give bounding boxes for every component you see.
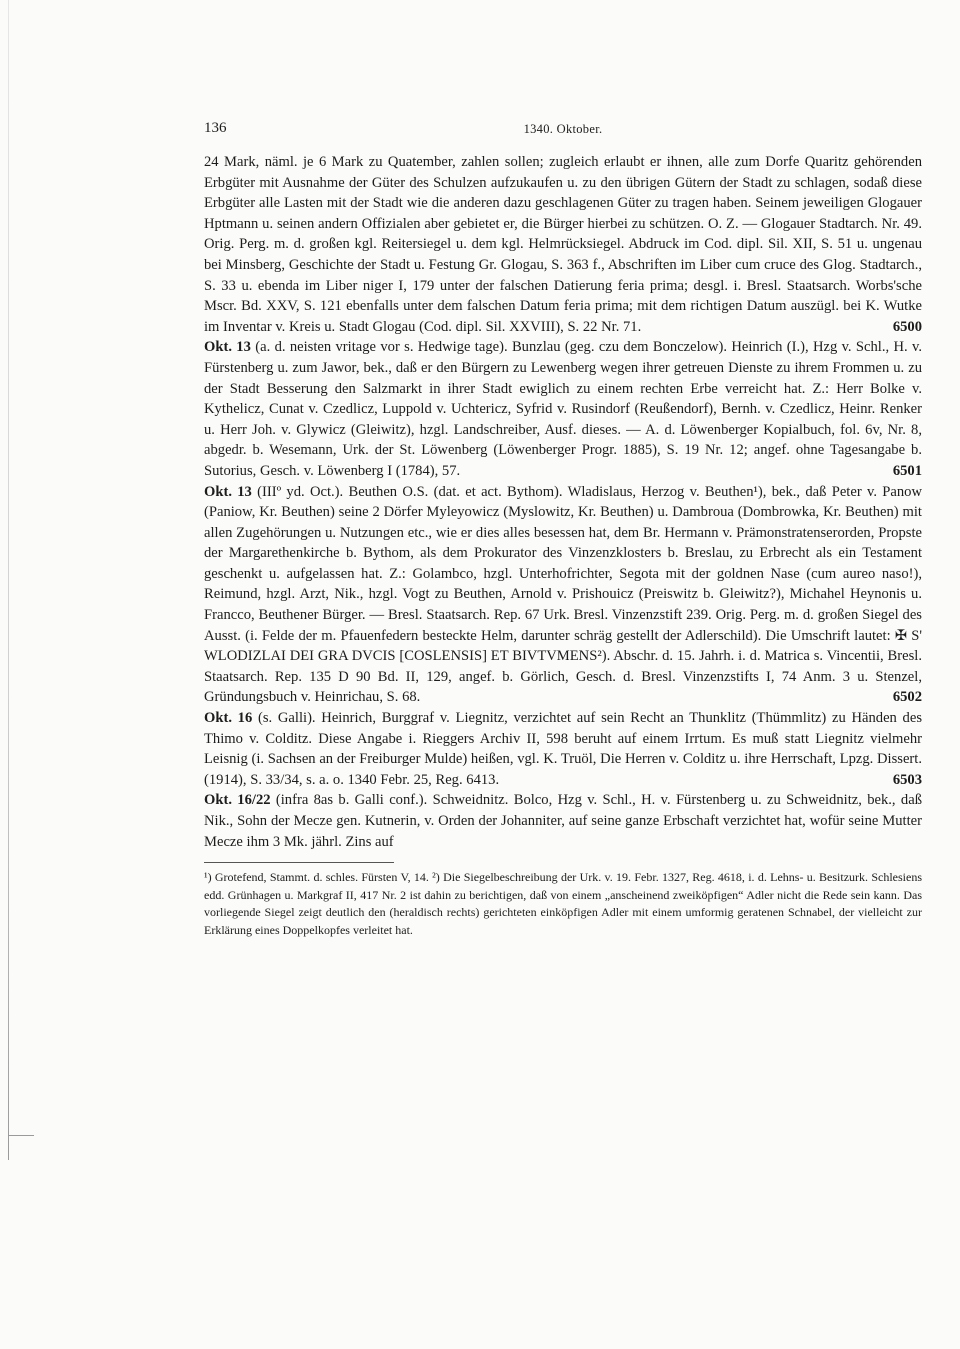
page-header (204, 120, 922, 146)
running-title: 1340. Oktober. (523, 122, 603, 136)
entry-date: Okt. 16 (204, 710, 253, 727)
entry-text: (s. Galli). Heinrich, Burggraf v. Liegnitz, verzichtet auf sein Recht an Thunklitz (Thümmlitz) zu Händen des Thimo v. Colditz. Diese Angabe i. Rieggers Archiv II, 598 beruht auf einem Irrtum. Es muß statt Liegnitz vielmehr Leisnig (i. Sachsen an der Freiburger Mulde) heißen, vgl. K. Truöl, Die Herren v. Colditz u. ihre Herrschaft, Lpzg. Dissert. (1914), S. 33/34, s. a. o. 1340 Febr. 25, Reg. 6413. (204, 710, 923, 788)
footnotes (204, 862, 922, 939)
entry-date: Okt. 13 (204, 483, 252, 500)
scan-edge (8, 0, 9, 1160)
scan-mark (8, 1135, 34, 1136)
entry-date: Okt. 16/22 (204, 792, 271, 809)
regest-entry (204, 337, 922, 481)
document-page (204, 120, 922, 939)
intro-text: 24 Mark, näml. je 6 Mark zu Quatember, zahlen sollen; zugleich erlaubt er ihnen, alle zum Dorfe Quaritz gehörenden Erbgüter mit Ausnahme der Güter des Schulzen aufzukaufen u. zu den übrigen Gütern der Stadt zu schlagen, sodaß diese Erbgüter alle Lasten mit der Stadt wie die anderen dazu geschlagenen Güter zu tragen haben. Seinem jeweiligen Glogauer Hptmann u. seinen andern Offizialen aber gebietet er, die Bürger hierbei zu schützen. O. Z. — Glogauer Stadtarch. Nr. 49. Orig. Perg. m. d. großen kgl. Reitersiegel u. dem kgl. Helmrücksiegel. Abdruck im Cod. dipl. Sil. XII, S. 51 u. ungenau bei Minsberg, Geschichte der Stadt u. Festung Gr. Glogau, S. 363 f., Abschriften im Liber cum cruce des Glog. Stadtarch., S. 33 u. ebenda im Liber niger I, 179 unter der falschen Datierung feria prima; desgl. i. Bresl. Staatsarch. Worbs'sche Mscr. Bd. XXV, S. 121 ebenfalls unter dem falschen Datum feria prima; mit dem richtigen Datum auszügl. bei K. Wutke im Inventar v. Kreis u. Stadt Glogau (Cod. dipl. Sil. XXVIII), S. 22 Nr. 71. (204, 154, 922, 335)
entry-text: (IIIº yd. Oct.). Beuthen O.S. (dat. et act. Bythom). Wladislaus, Herzog v. Beuthen¹), bek., daß Peter v. Panow (Paniow, Kr. Beuthen) seine 2 Dörfer Myleyowicz (Myslowitz, Kr. Beuthen) u. Dambroua (Dombrowka, Kr. Beuthen) mit allen Zugehörungen u. Nutzungen etc., wie er dies alles besessen hat, dem Br. Hermann v. Prämonstratenserorden, Propste der Margarethenkirche b. Bythom, als dem Prokurator des Vinzenzklosters b. Breslau, zu Erbrecht als ein Testament geschenkt u. aufgelassen hat. Z.: Golambco, hzgl. Unterhofrichter, Segota mit der goldnen Nase (cum aureo naso!), Reimund, hzgl. Arzt, Nik., hzgl. Vogt zu Beuthen, Arnold v. Prishouicz (Preiswitz b. Gleiwitz?), Michahel Heynonis u. Francco, Beuthener Bürger. — Bresl. Staatsarch. Rep. 67 Urk. Bresl. Vinzenzstift 239. Orig. Perg. m. d. großen Siegel des Ausst. (i. Felde der m. Pfauenfedern besteckte Helm, darunter schräg gestellt der Adlerschild). Die Umschrift lautet: ✠ S' WLODIZLAI DEI GRA DVCIS [COSLENSIS] ET BIVTVMENS²). Abschr. d. 15. Jahrh. i. d. Matrica s. Vincentii, Bresl. Staatsarch. Rep. 135 D 90 Bd. II, 129, angef. b. Görlich, Gesch. d. Bresl. Vinzenzstifts I, 74 Anm. 3 u. Stenzel, Gründungsbuch v. Heinrichau, S. 68. (204, 483, 922, 706)
regest-entry (204, 790, 922, 852)
intro-paragraph (204, 152, 922, 337)
entry-date: Okt. 13 (204, 339, 251, 356)
regest-number: 6503 (892, 771, 922, 788)
regest-number: 6502 (892, 689, 922, 706)
regest-entry (204, 708, 922, 790)
footnote-rule (204, 862, 394, 863)
regest-number: 6501 (892, 462, 922, 479)
regest-entry (204, 482, 922, 709)
footnote-text: ¹) Grotefend, Stammt. d. schles. Fürsten V, 14. ²) Die Siegelbeschreibung der Urk. v. 19. Febr. 1327, Reg. 4618, i. d. Lehns- u. Besitzurk. Schlesiens edd. Grünhagen u. Markgraf II, 417 Nr. 2 ist dahin zu berichtigen, daß von einem „anscheinend zweiköpfigen“ Adler nicht die Rede sein kann. Das vorliegende Siegel zeigt deutlich den (heraldisch rechts) gerichteten einköpfigen Adler mit einem umformig geratenen Schnabel, der vielleicht zur Erklärung eines Doppelkopfes verleitet hat. (204, 870, 922, 937)
page-number: 136 (204, 120, 227, 136)
body-text (204, 152, 922, 852)
regest-number: 6500 (892, 318, 922, 335)
entry-text: (a. d. neisten vritage vor s. Hedwige tage). Bunzlau (geg. czu dem Bonczelow). Heinrich (I.), Hzg v. Schl., H. v. Fürstenberg u. zum Jawor, bek., daß er den Bürgern zu Lewenberg wegen ihrer getreuen Dienste zu ihrem Frommen u. zu der Stadt Besserung den Salzmarkt in ihrer Stadt ewiglich zu einem rechten Erbe verreicht hat. Z.: Herr Bolke v. Kythelicz, Cunat v. Czedlicz, Luppold v. Uchtericz, Syfrid v. Rusindorf (Reußendorf), Bernh. v. Czedlicz, Heinr. Renker u. Herr Joh. v. Glywicz (Gleiwitz), hzgl. Landschreiber, Ausf. dieses. — A. d. Löwenberger Kopialbuch, fol. 6v, Nr. 8, abgedr. b. Wesemann, Urk. der St. Löwenberg (Löwenberger Progr. 1885), S. 19 Nr. 12; angef. ohne Tagesangabe b. Sutorius, Gesch. v. Löwenberg I (1784), 57. (204, 339, 923, 479)
entry-text: (infra 8as b. Galli conf.). Schweidnitz. Bolco, Hzg v. Schl., H. v. Fürstenberg u. zu Schweidnitz, bek., daß Nik., Sohn der Mecze gen. Kutnerin, v. Orden der Johanniter, auf seine ganze Erbschaft verzichtet hat, wofür seine Mutter Mecze ihm 3 Mk. jährl. Zins auf (204, 792, 922, 850)
